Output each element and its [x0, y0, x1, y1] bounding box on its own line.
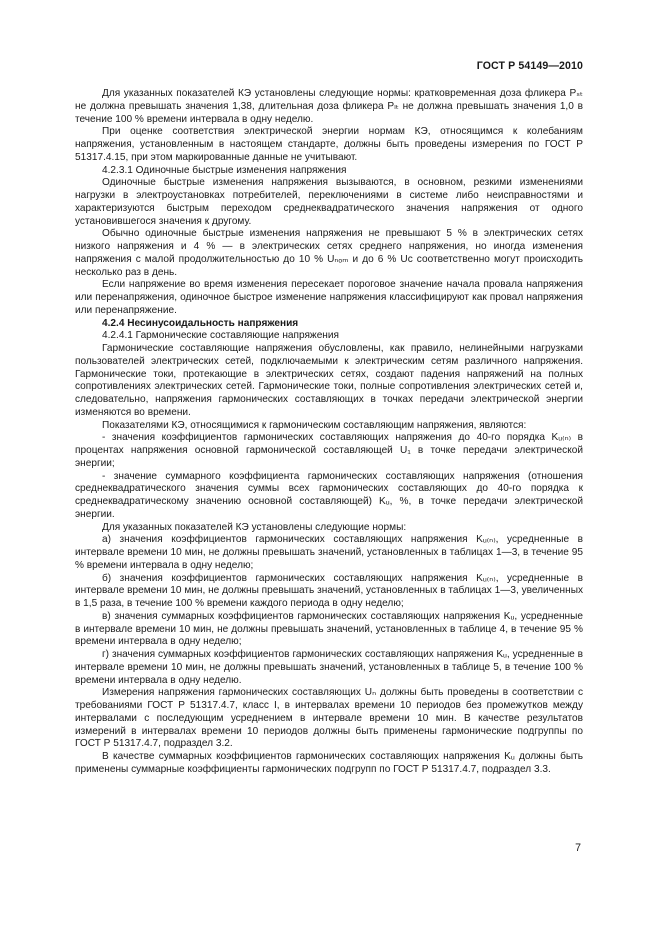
list-item-total-harmonic-coefficient: - значение суммарного коэффициента гармонических составляющих напряжения (отношения среднеквадратического значения суммы всех гармонических составляющих до 40-го порядка к среднеквадратическому значению основной составляющей) Kᵤ, %, в точке передачи электрической энергии.	[75, 470, 583, 520]
list-item-norm-b: б) значения коэффициентов гармонических составляющих напряжения Kᵤ₍ₙ₎, усредненные в интервале времени 10 мин, не должны превышать значений, установленных в таблицах 1—3, увеличенных в 1,5 раза, в течение 100 % времени каждого периода в одну неделю;	[75, 572, 583, 609]
paragraph-flicker-norms: Для указанных показателей КЭ установлены следующие нормы: кратковременная доза фликера Pₛₜ не должна превышать значения 1,38, длительная доза фликера Pₗₜ не должна превышать значения 1,0 в течение 100 % времени интервала в одну неделю.	[75, 88, 583, 125]
subsection-heading-4-2-4-1: 4.2.4.1 Гармонические составляющие напряжения	[102, 330, 339, 342]
list-item-norm-a: а) значения коэффициентов гармонических составляющих напряжения Kᵤ₍ₙ₎, усредненные в интервале времени 10 мин, не должны превышать значений, установленных в таблицах 1—3, в течение 95 % времени интервала в одну неделю;	[75, 534, 583, 571]
page-number: 7	[575, 842, 581, 854]
paragraph-harmonics-indicators-intro: Показателями КЭ, относящимися к гармоническим составляющим напряжения, являются:	[102, 419, 527, 431]
paragraph-harmonic-measurement: Измерения напряжения гармонических составляющих Uₙ должны быть проведены в соответствии с требованиями ГОСТ Р 51317.4.7, класс I, в интервалах времени 10 периодов без промежутков между интервалами с последующим усреднением в интервале времени 10 мин. В качестве результатов измерений в интервалах времени 10 периодов должны быть применены гармонические подгруппы по ГОСТ Р 51317.4.7, подраздел 3.2.	[75, 687, 583, 750]
section-heading-4-2-4: 4.2.4 Несинусоидальность напряжения	[102, 317, 299, 329]
list-item-harmonic-coefficients: - значения коэффициентов гармонических составляющих напряжения до 40-го порядка Kᵤ₍ₙ₎ в процентах напряжения основной гармонической составляющей U₁ в точке передачи электрической энергии;	[75, 432, 583, 469]
paragraph-flicker-measurement: При оценке соответствия электрической энергии нормам КЭ, относящимся к колебаниям напряжения, установленным в настоящем стандарте, должны быть проведены измерения по ГОСТ Р 51317.4.15, при этом маркированные данные не учитывают.	[75, 126, 583, 163]
subsection-heading-4-2-3-1: 4.2.3.1 Одиночные быстрые изменения напряжения	[102, 164, 347, 176]
body-text	[75, 88, 583, 777]
paragraph-rapid-changes-cause: Одиночные быстрые изменения напряжения вызываются, в основном, резкими изменениями нагрузки в электроустановках потребителей, переключениями в системе либо неисправностями и характеризуются быстрым переходом среднеквадратического значения напряжения от одного установившегося значения к другому.	[75, 177, 583, 227]
paragraph-harmonics-origin: Гармонические составляющие напряжения обусловлены, как правило, нелинейными нагрузками пользователей электрических сетей, подключаемыми к электрическим сетям различного напряжения. Гармонические токи, протекающие в электрических сетях, создают падения напряжений на полных сопротивлениях электрических сетей. Гармонические токи, полные сопротивления электрических сетей и, следовательно, напряжения гармонических составляющих в точках передачи электрической энергии изменяются во времени.	[75, 343, 583, 418]
paragraph-total-coefficients: В качестве суммарных коэффициентов гармонических составляющих напряжения Kᵤ должны быть применены суммарные коэффициенты гармонических подгрупп по ГОСТ Р 51317.4.7, подраздел 3.3.	[75, 751, 583, 775]
list-item-norm-g: г) значения суммарных коэффициентов гармонических составляющих напряжения Kᵤ, усредненные в интервале времени 10 мин, не должны превышать значений, установленных в таблице 5, в течение 100 % времени интервала в одну неделю.	[75, 649, 583, 686]
list-item-norm-v: в) значения суммарных коэффициентов гармонических составляющих напряжения Kᵤ, усредненные в интервале времени 10 мин, не должны превышать значений, установленных в таблице 4, в течение 95 % времени интервала в одну неделю;	[75, 610, 583, 648]
document-number-header: ГОСТ Р 54149—2010	[476, 60, 583, 72]
paragraph-rapid-changes-magnitude: Обычно одиночные быстрые изменения напряжения не превышают 5 % в электрических сетях низкого напряжения и 4 % — в электрических сетях среднего напряжения, но иногда изменения напряжения с малой продолжительностью до 10 % Uₙₒₘ и до 6 % Uᴄ соответственно могут происходить несколько раз в день.	[75, 228, 583, 278]
paragraph-norms-intro: Для указанных показателей КЭ установлены следующие нормы:	[102, 521, 407, 533]
paragraph-rapid-changes-classification: Если напряжение во время изменения пересекает пороговое значение начала провала напряжения или перенапряжения, одиночное быстрое изменение напряжения классифицируют как провал напряжения или перенапряжение.	[75, 279, 583, 316]
